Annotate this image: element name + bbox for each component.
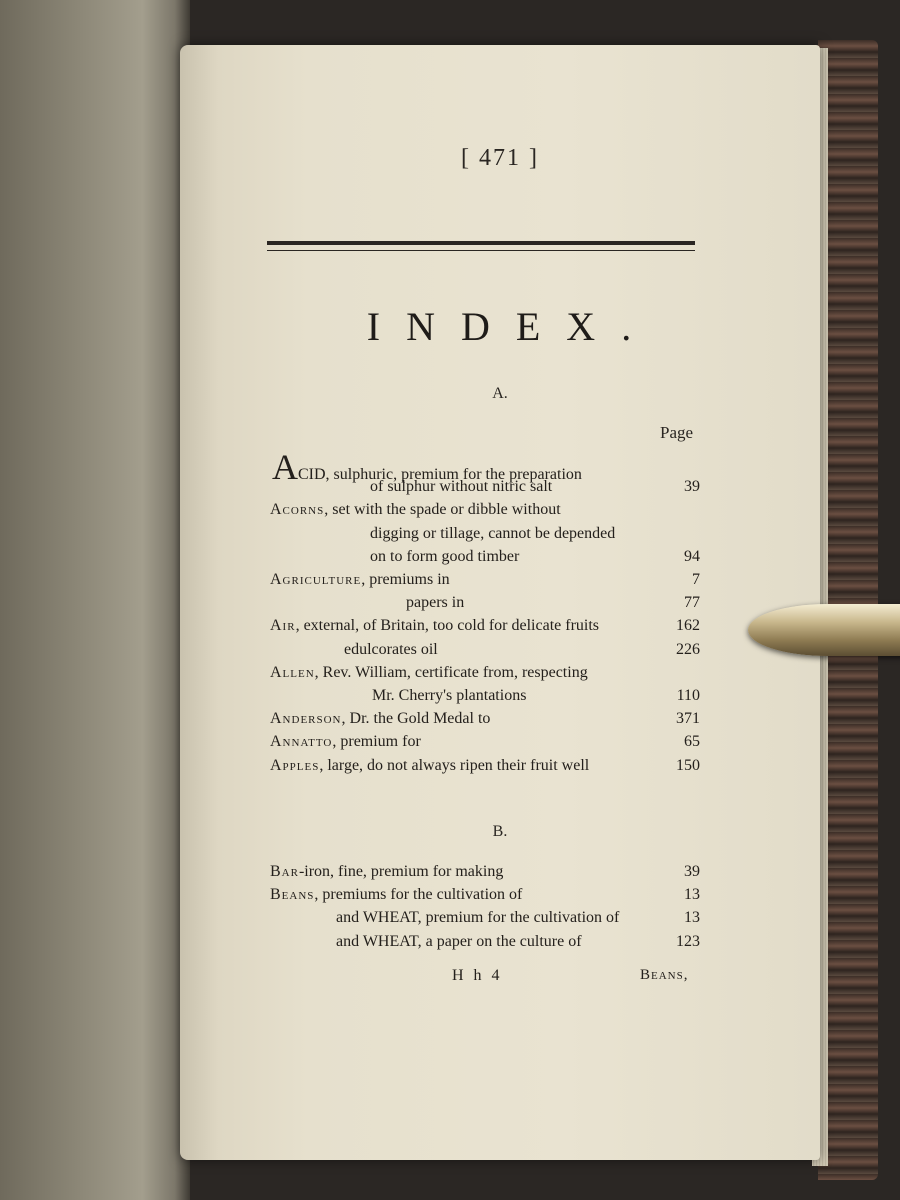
entry-heading: Acorns — [270, 501, 325, 519]
entry-description: digging or tillage, cannot be depended — [370, 524, 616, 542]
index-line — [180, 594, 820, 618]
entry-description: , premiums in — [361, 571, 450, 588]
entry-page-number: 65 — [684, 733, 700, 751]
entry-page-number: 94 — [684, 547, 700, 565]
index-line — [180, 617, 820, 641]
entry-description: papers in — [406, 594, 465, 612]
index-line — [180, 886, 820, 910]
entry-text — [372, 687, 526, 705]
entry-text — [344, 641, 438, 659]
entry-text — [370, 478, 552, 496]
entry-text — [270, 501, 561, 519]
entry-text — [270, 617, 599, 635]
entry-heading: Allen — [270, 663, 315, 681]
entry-heading: Annatto — [270, 733, 333, 751]
entry-description: and WHEAT, premium for the cultivation of — [336, 909, 620, 927]
entry-description: -iron, fine, premium for making — [298, 863, 504, 880]
entry-page-number: 150 — [676, 756, 700, 774]
entry-page-number: 7 — [692, 571, 700, 588]
entry-text — [270, 571, 450, 589]
entry-text — [336, 933, 582, 951]
index-line — [180, 757, 820, 781]
entry-heading: Apples — [270, 756, 320, 774]
entry-heading: Agriculture — [270, 571, 362, 588]
entry-description: , set with the spade or dibble without — [324, 501, 561, 519]
entry-page-number: 13 — [684, 909, 700, 927]
index-line — [180, 501, 820, 525]
entry-page-number: 371 — [676, 710, 700, 728]
entry-description: on to form good timber — [370, 547, 520, 565]
index-page — [180, 45, 820, 1160]
index-line — [180, 909, 820, 933]
index-line — [180, 687, 820, 711]
entry-text — [270, 664, 588, 682]
facing-page — [0, 0, 190, 1200]
entry-description: , Dr. the Gold Medal to — [341, 710, 491, 728]
index-line — [180, 933, 820, 957]
section-letter-a: A. — [492, 385, 508, 402]
page-column-label: Page — [660, 423, 694, 442]
entry-heading: Beans — [270, 886, 315, 904]
entry-page-number: 226 — [676, 640, 700, 658]
section-letter-b: B. — [492, 823, 508, 840]
entry-text — [270, 863, 503, 881]
entry-description: edulcorates oil — [344, 640, 438, 658]
index-line — [180, 733, 820, 757]
index-line — [180, 525, 820, 549]
index-line — [180, 548, 820, 572]
entry-heading: Bar — [270, 863, 299, 880]
entry-page-number: 77 — [684, 594, 700, 612]
thin-rule — [267, 250, 695, 251]
thick-rule — [267, 241, 695, 245]
entry-page-number: 123 — [676, 932, 700, 950]
entry-description: and WHEAT, a paper on the culture of — [336, 932, 582, 950]
drop-cap: A — [272, 447, 298, 487]
entry-text — [270, 710, 490, 728]
entry-description: , premiums for the cultivation of — [314, 886, 523, 904]
page-pointer — [748, 604, 900, 656]
entry-text — [336, 909, 619, 927]
index-line — [180, 571, 820, 595]
entry-description: , Rev. William, certificate from, respecting — [314, 663, 588, 681]
entry-page-number: 39 — [684, 863, 700, 880]
entry-text — [270, 886, 522, 904]
index-line — [180, 478, 820, 502]
entry-description: of sulphur without nitric salt — [370, 478, 553, 496]
entry-text — [406, 594, 464, 612]
entry-heading: Air — [270, 617, 296, 635]
entry-text — [270, 733, 421, 751]
entry-description: , premium for — [332, 733, 421, 751]
index-line — [180, 710, 820, 734]
entry-description: Mr. Cherry's plantations — [372, 687, 527, 704]
entry-text — [370, 548, 519, 566]
page-number: [ 471 ] — [461, 145, 539, 171]
catchword: Beans, — [640, 967, 689, 983]
entry-heading: Anderson — [270, 710, 342, 728]
entry-description: , large, do not always ripen their fruit well — [319, 756, 590, 774]
entry-description: CID, sulphuric, premium for the preparation — [298, 466, 582, 483]
index-line — [180, 641, 820, 665]
entry-description: , external, of Britain, too cold for delicate fruits — [295, 617, 600, 635]
entry-page-number: 162 — [676, 617, 700, 635]
entry-page-number: 110 — [676, 687, 700, 704]
entry-page-number: 39 — [684, 478, 700, 496]
index-line — [180, 664, 820, 688]
entry-text — [270, 757, 589, 775]
entry-page-number: 13 — [684, 886, 700, 904]
entry-text — [370, 525, 615, 543]
page-title: INDEX. — [366, 304, 658, 349]
signature-mark: H h 4 — [452, 967, 503, 984]
index-line — [180, 863, 820, 887]
